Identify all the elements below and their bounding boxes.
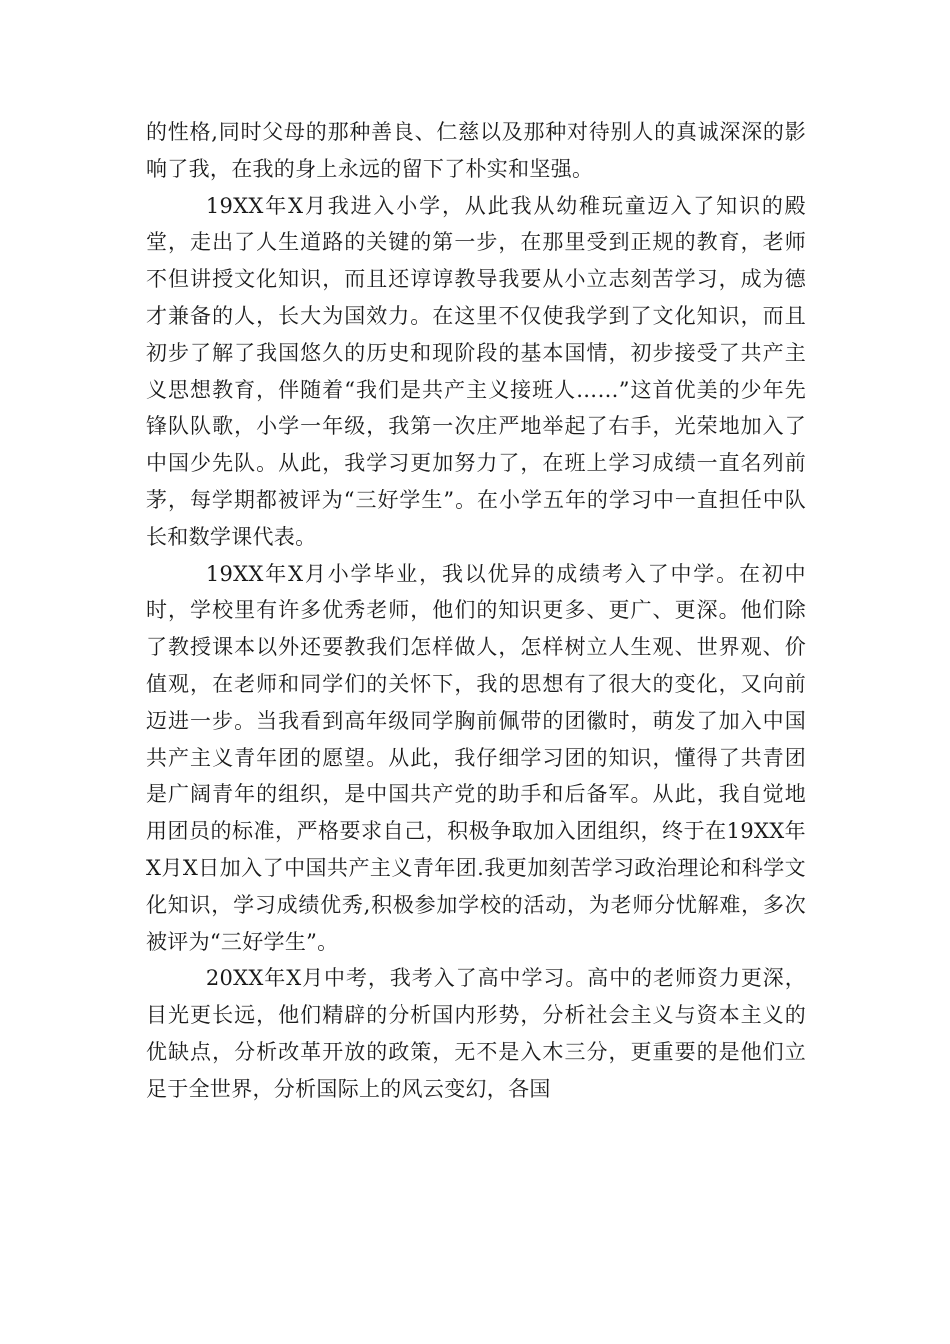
paragraph-1: 的性格,同时父母的那种善良、仁慈以及那种对待别人的真诚深深的影响了我，在我的身上永远的留下了朴实和坚强。 bbox=[146, 120, 806, 181]
paragraph-2: 19XX年X月我进入小学，从此我从幼稚玩童迈入了知识的殿堂，走出了人生道路的关键的第一步，在那里受到正规的教育，老师不但讲授文化知识，而且还谆谆教导我要从小立志刻苦学习，成为德才兼备的人，长大为国效力。在这里不仅使我学到了文化知识，而且初步了解了我国悠久的历史和现阶段的基本国情，初步接受了共产主义思想教育，伴随着“我们是共产主义接班人……”这首优美的少年先锋队队歌，小学一年级，我第一次庄严地举起了右手，光荣地加入了中国少先队。从此，我学习更加努力了，在班上学习成绩一直名列前茅，每学期都被评为“三好学生”。在小学五年的学习中一直担任中队长和数学课代表。 bbox=[146, 193, 806, 549]
document-page bbox=[146, 114, 806, 1108]
paragraph-3: 19XX年X月小学毕业，我以优异的成绩考入了中学。在初中时，学校里有许多优秀老师，他们的知识更多、更广、更深。他们除了教授课本以外还要教我们怎样做人，怎样树立人生观、世界观、价值观，在老师和同学们的关怀下，我的思想有了很大的变化，又向前迈进一步。当我看到高年级同学胸前佩带的团徽时，萌发了加入中国共产主义青年团的愿望。从此，我仔细学习团的知识，懂得了共青团是广阔青年的组织，是中国共产党的助手和后备军。从此，我自觉地用团员的标准，严格要求自己，积极争取加入团组织，终于在19XX年X月X日加入了中国共产主义青年团.我更加刻苦学习政治理论和科学文化知识，学习成绩优秀,积极参加学校的活动，为老师分忧解难，多次被评为“三好学生”。 bbox=[146, 561, 806, 954]
paragraph-4: 20XX年X月中考，我考入了高中学习。高中的老师资力更深，目光更长远，他们精辟的分析国内形势，分析社会主义与资本主义的优缺点，分析改革开放的政策，无不是入木三分，更重要的是他们立足于全世界，分析国际上的风云变幻，各国 bbox=[146, 966, 806, 1101]
